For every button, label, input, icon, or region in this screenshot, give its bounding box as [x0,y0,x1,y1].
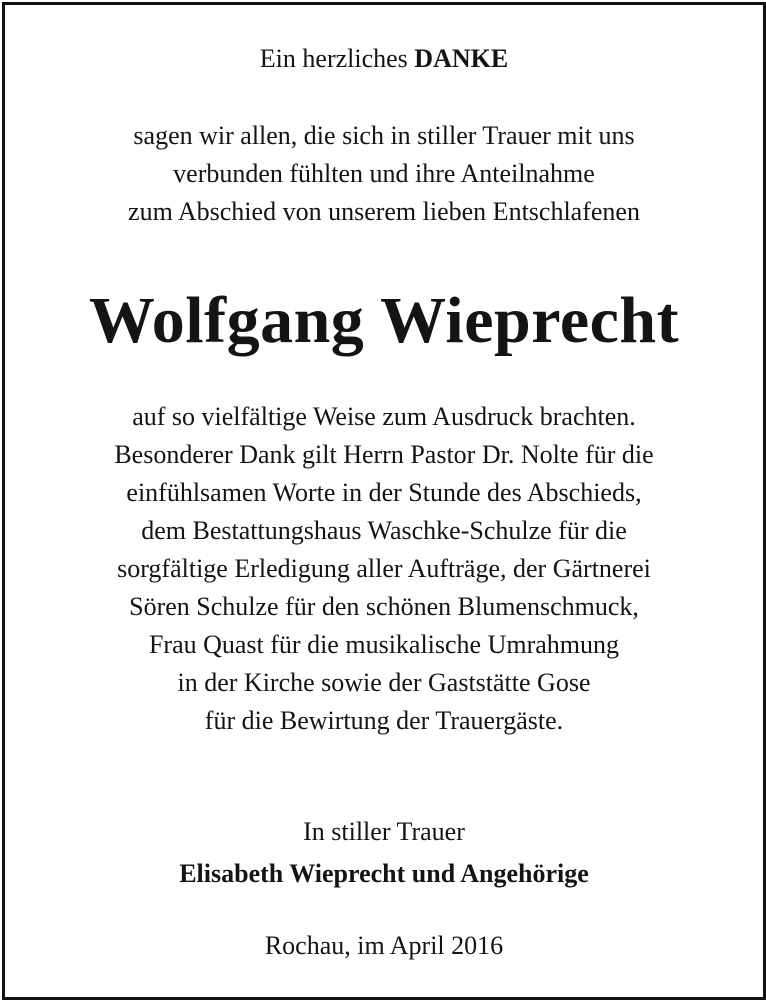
gratitude-line: Sören Schulze für den schönen Blumenschmuck, [129,592,639,621]
thanks-word: DANKE [414,44,509,73]
gratitude-line: für die Bewirtung der Trauergäste. [204,706,564,735]
death-notice-card [2,2,766,1000]
thanks-prefix: Ein herzliches [259,44,415,73]
thanks-heading [5,40,763,78]
intro-paragraph [5,117,763,231]
deceased-name: Wolfgang Wieprecht [88,284,680,357]
intro-line: verbunden fühlten und ihre Anteilnahme [173,159,595,188]
place-and-date: Rochau, im April 2016 [264,931,504,960]
gratitude-paragraph [5,398,763,740]
gratitude-line: einfühlsamen Worte in der Stunde des Abschieds, [126,478,642,507]
intro-line: sagen wir allen, die sich in stiller Trauer mit uns [133,121,635,150]
closing-phrase: In stiller Trauer [303,817,465,846]
gratitude-line: sorgfältige Erledigung aller Aufträge, der Gärtnerei [117,554,651,583]
gratitude-line: auf so vielfältige Weise zum Ausdruck brachten. [132,402,636,431]
gratitude-line: Besonderer Dank gilt Herrn Pastor Dr. Nolte für die [114,440,654,469]
intro-line: zum Abschied von unserem lieben Entschlafenen [128,197,640,226]
gratitude-line: Frau Quast für die musikalische Umrahmung [148,630,620,659]
gratitude-line: dem Bestattungshaus Waschke-Schulze für die [141,516,627,545]
gratitude-line: in der Kirche sowie der Gaststätte Gose [177,668,591,697]
mourners-signature: Elisabeth Wieprecht und Angehörige [179,859,589,888]
